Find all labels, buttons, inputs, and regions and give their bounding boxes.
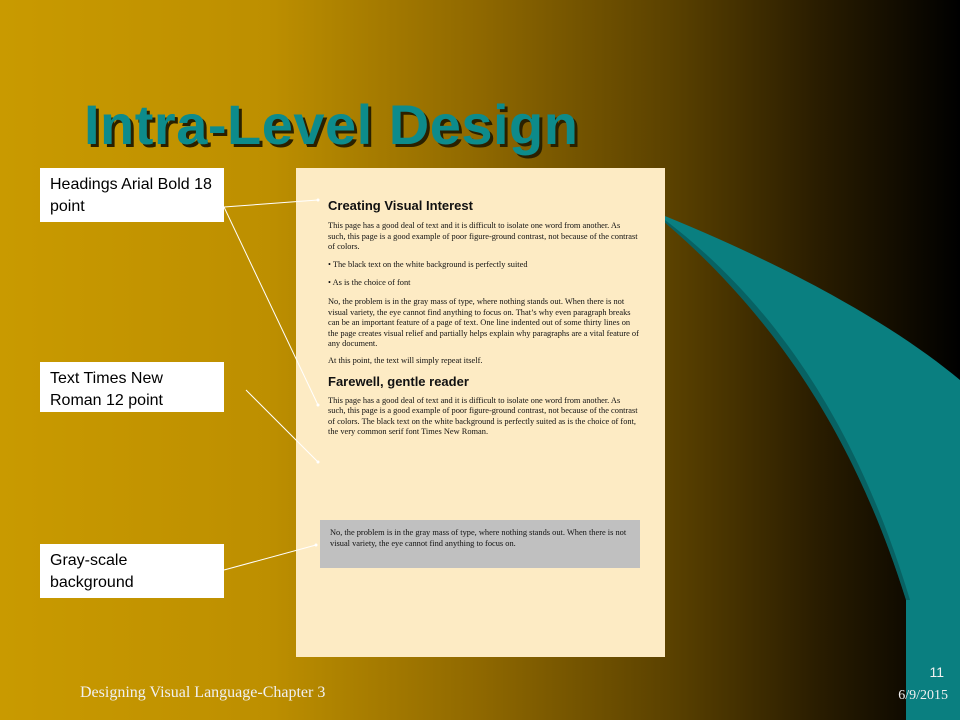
sample-bullet-1: • The black text on the white background is perfectly suited <box>328 259 528 269</box>
slide-number: 11 <box>929 664 944 680</box>
callout-text: Text Times New Roman 12 point <box>40 362 224 412</box>
sample-paragraph-2: No, the problem is in the gray mass of type, where nothing stands out. When there is not visual variety, the eye cannot find anything to focus on. That’s why even paragraph breaks can be an important feature of a page of text. One line indented out of some thirty lines on the page creates visual relief and partially helps explain why paragraphs are a vital feature of any document. <box>328 296 639 349</box>
slide-footer: Designing Visual Language-Chapter 3 <box>80 684 326 701</box>
gray-background-box <box>320 520 640 568</box>
sample-bullet-2: • As is the choice of font <box>328 278 411 288</box>
callout-background: Gray-scale background <box>40 544 224 598</box>
sample-heading-1: Creating Visual Interest <box>328 198 473 213</box>
gray-box-paragraph: No, the problem is in the gray mass of type, where nothing stands out. When there is not visual variety, the eye cannot find anything to focus on. <box>330 528 627 548</box>
callout-headings: Headings Arial Bold 18 point <box>40 168 224 222</box>
sample-page <box>296 168 665 657</box>
sample-paragraph-4: This page has a good deal of text and it is difficult to isolate one word from another. As such, this page is a good example of poor figure-ground contrast, not because of the contrast of colors. The black text on the white background is perfectly suited as is the choice of font, the very common serif font Times New Roman. <box>328 395 638 437</box>
sample-paragraph-3: At this point, the text will simply repeat itself. <box>328 355 483 365</box>
sample-paragraph-1: This page has a good deal of text and it is difficult to isolate one word from another. As such, this page is a good example of poor figure-ground contrast, not because of the contrast of colors. <box>328 221 638 252</box>
slide-title: Intra-Level Design <box>84 93 579 156</box>
sample-heading-2: Farewell, gentle reader <box>328 373 469 389</box>
slide-date: 6/9/2015 <box>898 688 948 703</box>
